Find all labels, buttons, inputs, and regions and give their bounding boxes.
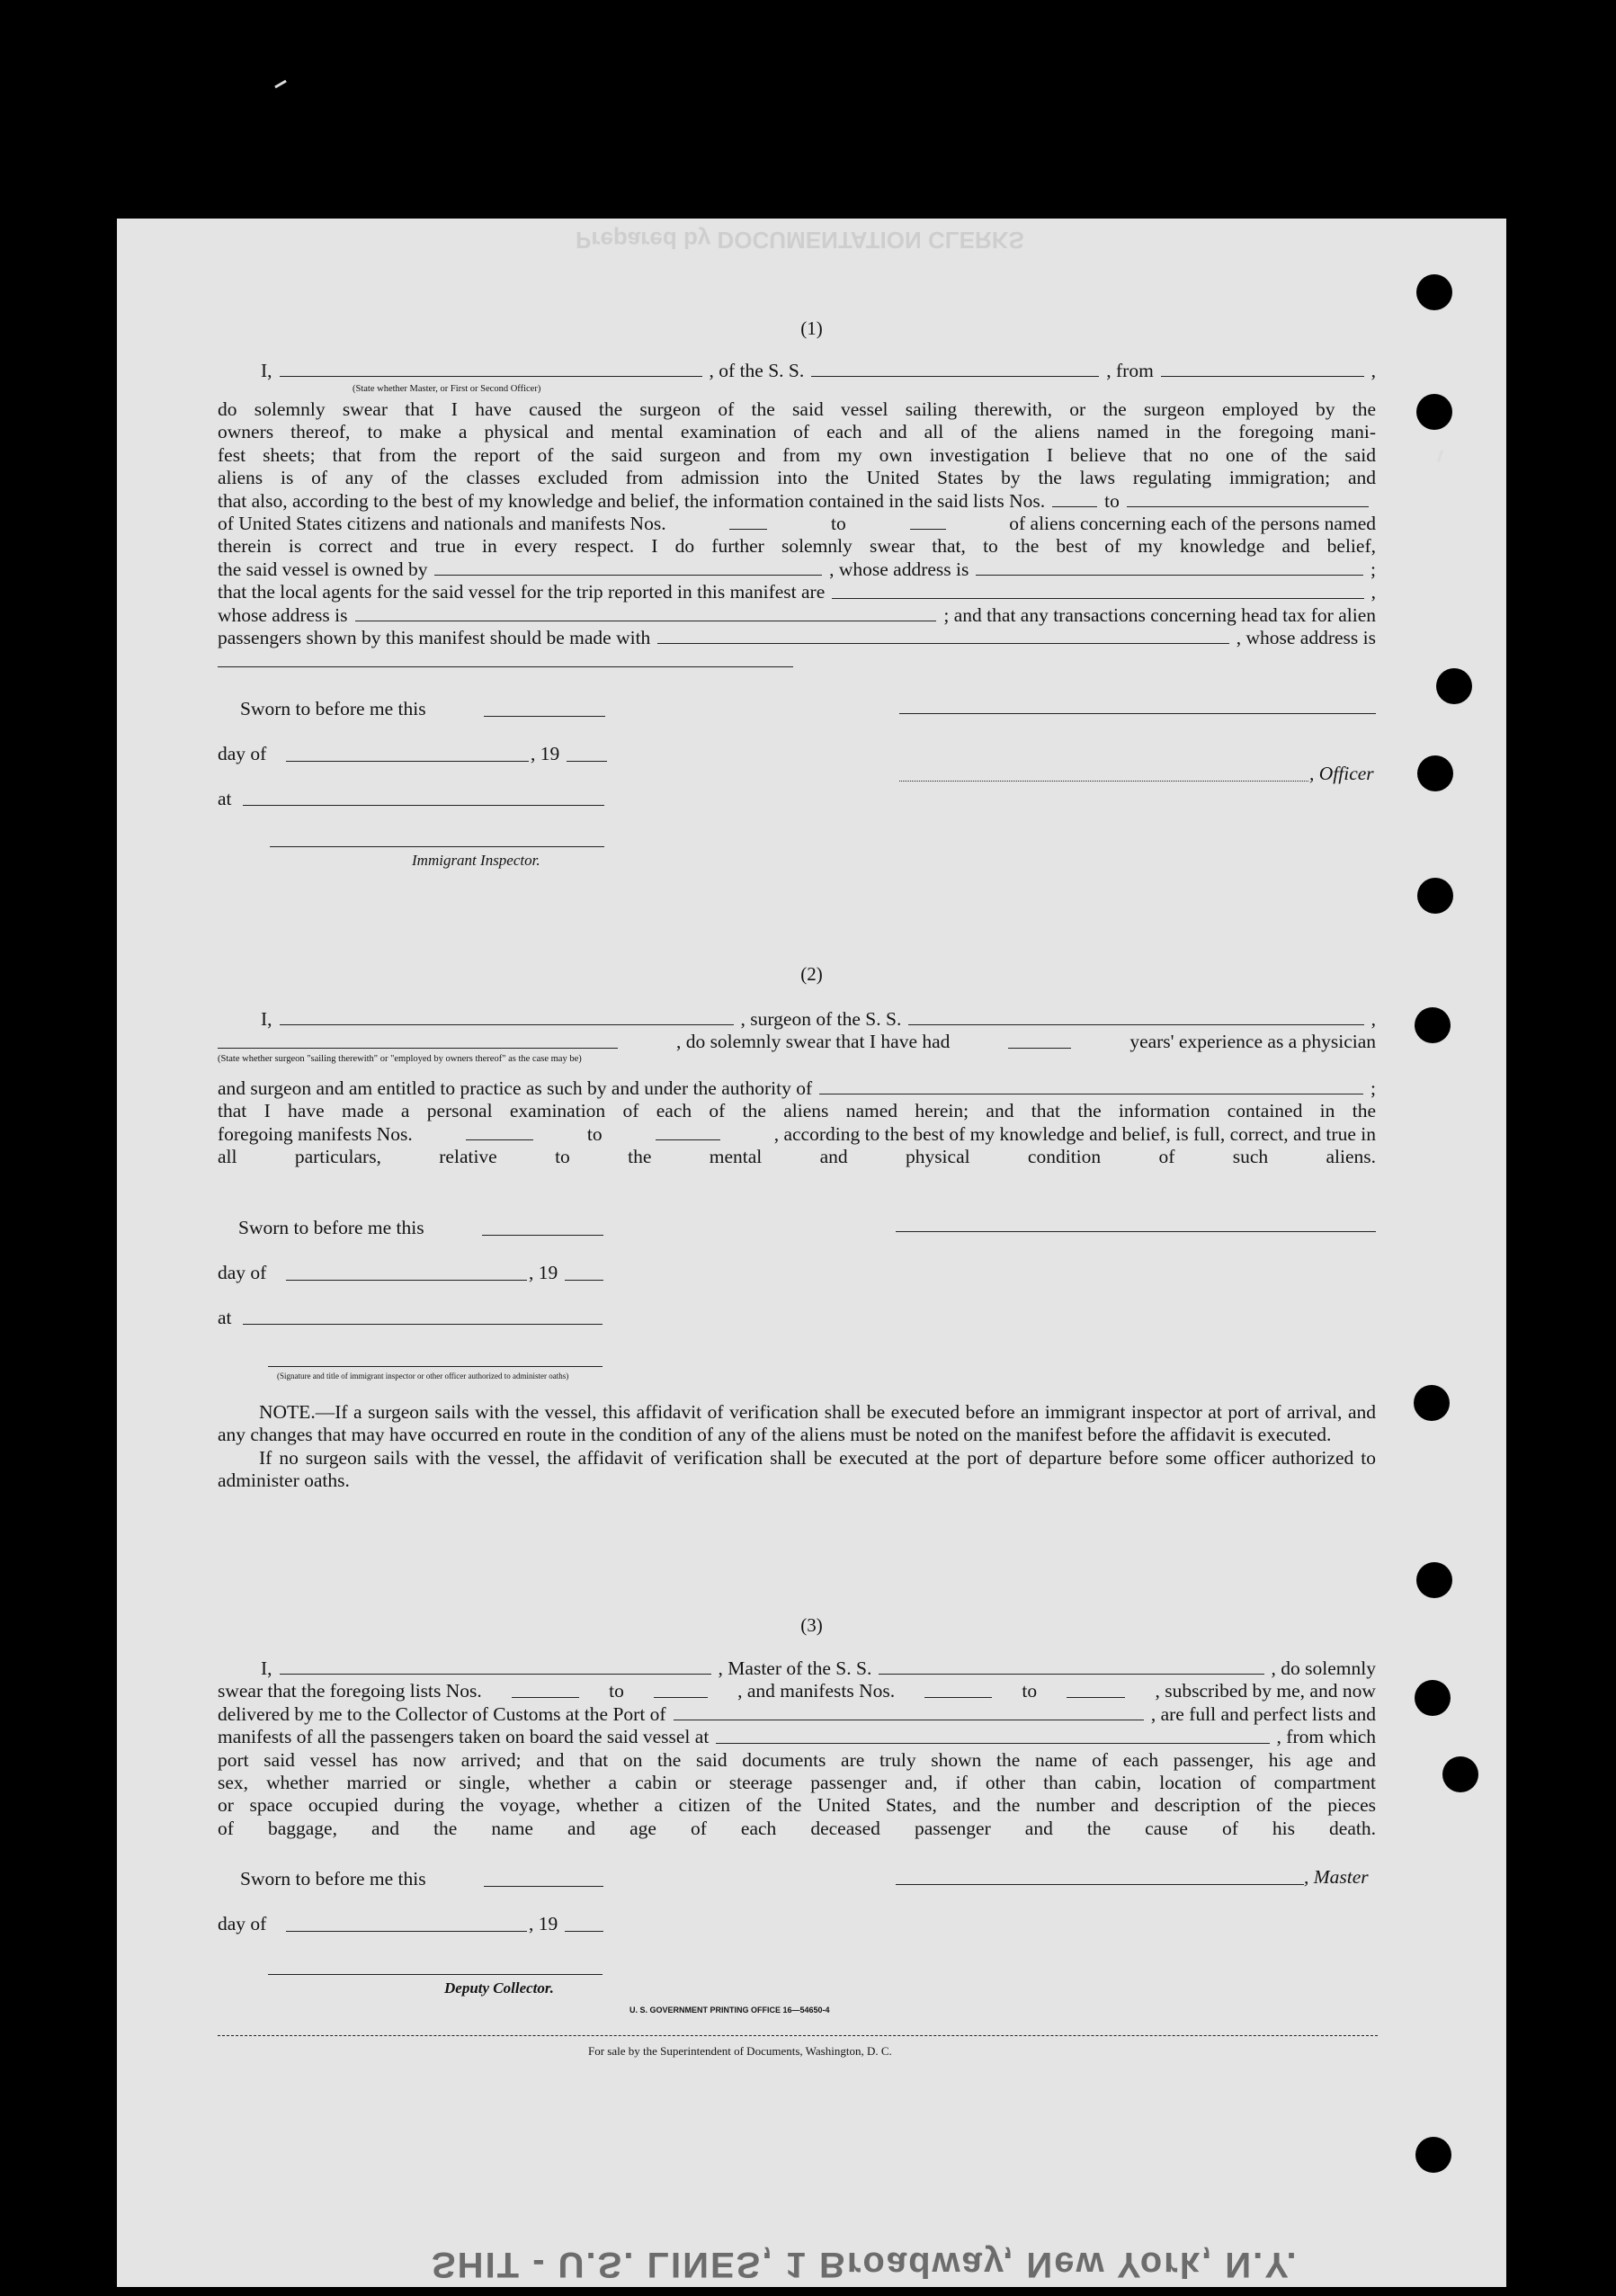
- day-of-label-2: day of: [218, 1262, 267, 1283]
- lists-to-field-3[interactable]: [654, 1680, 708, 1697]
- at-label-2: at: [218, 1307, 232, 1328]
- collector-signature-field[interactable]: [268, 1974, 603, 1975]
- body-line: or space occupied during the voyage, whether a citizen of the United States, and the number and description of the pieces: [218, 1794, 1376, 1817]
- officer-signature-field[interactable]: [899, 713, 1376, 714]
- place-field[interactable]: [243, 805, 604, 806]
- punch-hole-icon: [1414, 1385, 1450, 1421]
- section-2-number: (2): [800, 963, 823, 985]
- year-label-3: , 19: [529, 1913, 558, 1934]
- month-field-3[interactable]: [286, 1931, 527, 1932]
- body-line: therein is correct and true in every respect. I do further solemnly swear that, to the best of my knowledge and belief,: [218, 535, 1376, 558]
- inspector-signature-field[interactable]: [270, 846, 604, 847]
- section-2-body: I, , surgeon of the S. S. , , do solemnly swear that I have had years' experience as a physician: [218, 1008, 1376, 1054]
- cut-line: [218, 2035, 1378, 2036]
- sworn-label-3: Sworn to before me this: [240, 1868, 426, 1890]
- from-port-field[interactable]: [1161, 360, 1364, 377]
- section-1-body: do solemnly swear that I have caused the surgeon of the said vessel sailing therewith, or the surgeon employed by the owners thereof, to make a physical and mental examination of each and all of the aliens named in the foregoing mani- fest sheets; that from the report of the said surgeon and from my own investigation I believe that no one of the said aliens is of any of the classes excluded from admission into the United States by the laws regulating immigration; and that also, according to the best of my knowledge and belief, the information contained in the said lists Nos. to of United States citizens and nationals and manifests Nos. to of aliens concerning each of the persons named therein is correct and true in every respect. I do further solemnly swear that, to the best of my knowledge and belief, the said vessel is owned by , whose address is ; that the local agents for the said vessel for the trip reported in this manifest are , whose address is ; and that any transactions concerning head tax for alien passengers shown by this manifest should be made with , whose address is: [218, 398, 1377, 649]
- body-line: all particulars, relative to the mental and physical condition of such aliens.: [218, 1146, 1376, 1168]
- punch-hole-icon: [1416, 1562, 1452, 1598]
- punch-hole-icon: [1417, 878, 1453, 914]
- punch-hole-icon: [1436, 668, 1472, 704]
- oath-i-label: I,: [261, 360, 272, 381]
- owner-address-field[interactable]: [976, 558, 1363, 576]
- month-field[interactable]: [286, 761, 529, 762]
- master-signature-field[interactable]: [896, 1884, 1304, 1885]
- note-paragraph: [218, 1401, 1376, 1493]
- year-field-3[interactable]: [565, 1931, 603, 1932]
- vessel-label: , of the S. S.: [709, 360, 805, 381]
- for-sale-notice: For sale by the Superintendent of Documents, Washington, D. C.: [588, 2044, 892, 2058]
- note-text: —If a surgeon sails with the vessel, this affidavit of verification shall be executed before an immigrant inspector at port of arrival, and any changes that may have occurred en route in the condition of any of the aliens must be noted on the manifest before the affidavit is executed.: [218, 1401, 1376, 1446]
- body-line: do solemnly swear that I have caused the surgeon of the said vessel sailing therewith, or the surgeon employed by the: [218, 398, 1376, 420]
- year-label-2: , 19: [529, 1262, 558, 1283]
- years-experience-field[interactable]: [1008, 1031, 1071, 1048]
- punch-hole-icon: [1415, 1007, 1451, 1043]
- section-2-body-cont: and surgeon and am entitled to practice as such by and under the authority of ; that I have made a personal examination of each of the aliens named herein; and that the information contained in the foregoing manifests Nos. to , according to the best of my knowledge and belief, is full, correct, and true in all particulars, relative to the mental and physical condition of such aliens.: [218, 1077, 1376, 1168]
- officer-title-field[interactable]: [899, 781, 1308, 782]
- surgeon-status-field[interactable]: [218, 1031, 618, 1048]
- master-vessel-field[interactable]: [879, 1657, 1263, 1675]
- section-1-number: (1): [800, 317, 823, 339]
- from-label: , from: [1106, 360, 1154, 381]
- head-tax-party-field[interactable]: [657, 627, 1228, 644]
- surgeon-name-field[interactable]: [280, 1008, 734, 1025]
- local-agents-field[interactable]: [832, 581, 1363, 598]
- manifests-to-field[interactable]: [910, 513, 946, 530]
- signature-caption: (Signature and title of immigrant inspector or other officer authorized to administer oaths): [277, 1371, 569, 1380]
- collector-caption: Deputy Collector.: [444, 1979, 554, 1997]
- printing-office-imprint: U. S. GOVERNMENT PRINTING OFFICE 16—54650-4: [629, 2006, 830, 2015]
- surgeon-caption: (State whether surgeon "sailing therewith" or "employed by owners thereof" as the case may be): [218, 1054, 582, 1064]
- body-line: fest sheets; that from the report of the said surgeon and from my own investigation I believe that no one of the said: [218, 443, 1376, 466]
- vessel-name-field[interactable]: [811, 360, 1099, 377]
- surgeon-signature-field[interactable]: [896, 1231, 1376, 1232]
- sworn-date-field-2[interactable]: [482, 1235, 603, 1236]
- officer-caption: (State whether Master, or First or Second Officer): [353, 384, 541, 394]
- body-line: owners thereof, to make a physical and mental examination of each and all of the aliens named in the foregoing mani-: [218, 421, 1376, 443]
- port-field[interactable]: [674, 1703, 1144, 1720]
- body-line: that also, according to the best of my knowledge and belief, the information contained in the said lists Nos.: [218, 489, 1046, 512]
- manifests-to-field-2[interactable]: [656, 1123, 720, 1140]
- at-label: at: [218, 788, 232, 809]
- body-line: aliens is of any of the classes excluded from admission into the United States by the laws regulating immigration; and: [218, 467, 1376, 489]
- body-line: of baggage, and the name and age of each deceased passenger and the cause of his death.: [218, 1817, 1376, 1839]
- section-1-oath-line: I, , of the S. S. , from ,: [218, 360, 1376, 382]
- body-line: port said vessel has now arrived; and that on the said documents are truly shown the name of each passenger, his age and: [218, 1748, 1376, 1771]
- punch-hole-icon: [1416, 274, 1452, 310]
- punch-hole-icon: [1415, 1680, 1451, 1716]
- sworn-date-field-3[interactable]: [484, 1886, 603, 1887]
- bleed-through-footer: SHIT - U.S. LINES, 1 Broadway, New York, N.Y.: [432, 2245, 1299, 2284]
- agents-address-field[interactable]: [355, 604, 937, 621]
- lists-to-field[interactable]: [1127, 490, 1369, 507]
- manifests-to-field-3[interactable]: [1067, 1680, 1125, 1697]
- manifests-from-field[interactable]: [729, 513, 767, 530]
- place-field-2[interactable]: [243, 1324, 603, 1325]
- day-of-label-3: day of: [218, 1913, 267, 1934]
- section-3-body: I, , Master of the S. S. , do solemnly swear that the foregoing lists Nos. to , and manifests Nos. to , subscribed by me, and now delivered by me to the Collector of Customs at the Port of , are full and perfect lists and manifests of all the passengers taken on board the said vessel at , from which port said vessel has now arrived; and that on the said documents are truly shown the name of each passenger, his age and sex, whether married or single, whether a cabin or steerage passenger and, if other than cabin, location of compartment or space occupied during the voyage, whether a citizen of the United States, and the number and description of the pieces of baggage, and the name and age of each deceased passenger and the cause of his death.: [218, 1657, 1376, 1839]
- punch-hole-icon: [1415, 2137, 1451, 2173]
- bleed-through-text: Prepared by DOCUMENTATION CLERKS: [576, 227, 1024, 254]
- officer-label: , Officer: [1309, 763, 1374, 784]
- inspector-signature-field-2[interactable]: [268, 1366, 603, 1367]
- punch-hole-icon: [1442, 1756, 1478, 1792]
- sworn-date-field[interactable]: [484, 716, 605, 717]
- punch-hole-icon: [1417, 755, 1453, 791]
- authority-field[interactable]: [819, 1077, 1363, 1094]
- punch-hole-icon: [1416, 394, 1452, 430]
- officer-name-field[interactable]: [280, 360, 702, 377]
- lists-from-field[interactable]: [1052, 490, 1097, 507]
- year-field[interactable]: [567, 761, 607, 762]
- manifests-from-field-3[interactable]: [924, 1680, 992, 1697]
- owner-field[interactable]: [434, 558, 822, 576]
- year-label: , 19: [531, 743, 560, 764]
- lists-from-field-3[interactable]: [512, 1680, 579, 1697]
- body-line: sex, whether married or single, whether a cabin or steerage passenger and, if other than cabin, location of compartment: [218, 1772, 1376, 1794]
- body-line: that I have made a personal examination of each of the aliens named herein; and that the information contained in the: [218, 1100, 1376, 1122]
- sworn-label-2: Sworn to before me this: [238, 1217, 424, 1238]
- boarding-port-field[interactable]: [716, 1726, 1269, 1743]
- day-of-label: day of: [218, 743, 267, 764]
- address-line[interactable]: [218, 666, 793, 667]
- month-field-2[interactable]: [286, 1280, 527, 1281]
- master-name-field[interactable]: [280, 1657, 711, 1675]
- year-field-2[interactable]: [565, 1280, 603, 1281]
- note-label: NOTE.: [259, 1401, 316, 1423]
- section-3-number: (3): [800, 1614, 823, 1636]
- note-text-2: If no surgeon sails with the vessel, the affidavit of verification shall be executed at the port of departure before some officer authorized to administer oaths.: [218, 1446, 1376, 1492]
- scan-mark: [274, 80, 287, 89]
- inspector-caption: Immigrant Inspector.: [412, 852, 540, 869]
- surgeon-vessel-field[interactable]: [908, 1008, 1363, 1025]
- sworn-label: Sworn to before me this: [240, 698, 426, 719]
- master-label: , Master: [1304, 1866, 1369, 1888]
- document-page: [117, 219, 1506, 2287]
- manifests-from-field-2[interactable]: [466, 1123, 533, 1140]
